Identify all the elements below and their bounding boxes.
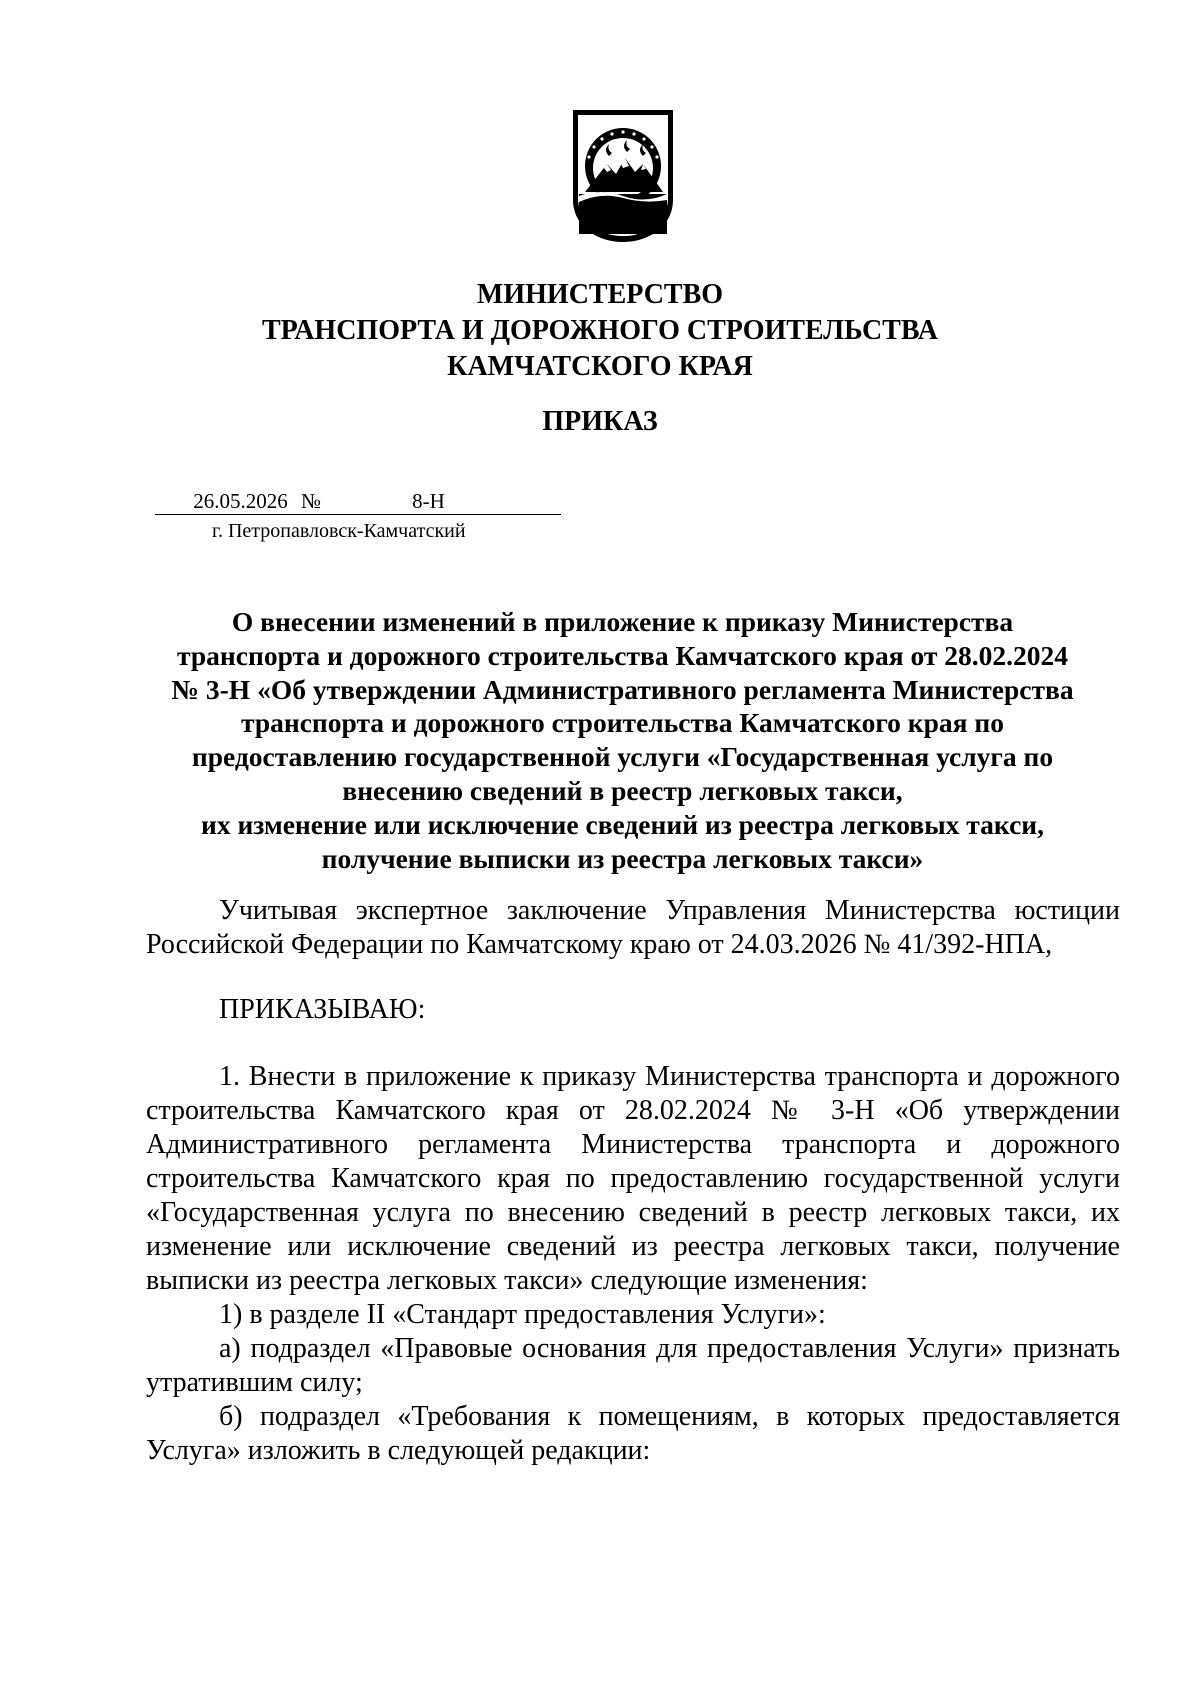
- title-line: внесению сведений в реестр легковых такси,: [342, 774, 903, 806]
- city-name: г. Петропавловск-Камчатский: [212, 520, 466, 542]
- number-sign-field: [296, 488, 326, 515]
- title-line: их изменение или исключение сведений из реестра легковых такси,: [200, 808, 1044, 840]
- document-number: 8-Н: [412, 489, 445, 513]
- organization-line-1: МИНИСТЕРСТВО: [476, 279, 724, 310]
- order-items: [146, 1060, 1120, 1468]
- title-line: транспорта и дорожного строительства Камчатского края от 28.02.2024: [177, 639, 1068, 671]
- document-type: ПРИКАЗ: [542, 406, 658, 437]
- item-1-1-paragraph: 1) в разделе II «Стандарт предоставления Услуги»:: [219, 1299, 826, 1330]
- date-number-line: [155, 488, 585, 516]
- title-line: получение выписки из реестра легковых такси»: [321, 842, 924, 874]
- title-line: № 3-Н «Об утверждении Административного регламента Министерства: [171, 673, 1074, 705]
- kamchatka-coat-of-arms-icon: [571, 108, 675, 244]
- basis-section: [146, 894, 1120, 962]
- number-sign: №: [300, 489, 322, 513]
- title-line: предоставлению государственной услуги «Государственная услуга по: [191, 741, 1054, 773]
- organization-line-3: КАМЧАТСКОГО КРАЯ: [447, 351, 753, 382]
- title-line: транспорта и дорожного строительства Камчатского края по: [240, 707, 1004, 739]
- document-title: [130, 605, 1115, 875]
- number-field: [326, 488, 561, 515]
- item-1-1-b-paragraph: б) подраздел «Требования к помещениям, в которых предоставляется Услуга» изложить в следующей редакции:: [146, 1401, 1120, 1466]
- document-date: 26.05.2026: [193, 489, 288, 513]
- order-word: ПРИКАЗЫВАЮ:: [219, 994, 426, 1025]
- basis-paragraph: Учитывая экспертное заключение Управления Министерства юстиции Российской Федерации по Камчатскому краю от 24.03.2026 № 41/392-НПА,: [146, 895, 1120, 960]
- organization-name: [0, 277, 1200, 385]
- item-1-1-a-paragraph: а) подраздел «Правовые основания для предоставления Услуги» признать утратившим силу;: [146, 1333, 1120, 1398]
- item-1-paragraph: 1. Внести в приложение к приказу Министерства транспорта и дорожного строительства Камчатского края от 28.02.2024 № 3-Н «Об утверждении Административного регламента Министерства транспорта и дорожного строительства Камчатского края по предоставлению государственной услуги «Государственная услуга по внесению сведений в реестр легковых такси, их изменение или исключение сведений из реестра легковых такси, получение выписки из реестра легковых такси» следующие изменения:: [146, 1061, 1120, 1296]
- date-field: [155, 488, 296, 515]
- title-line: О внесении изменений в приложение к приказу Министерства: [231, 606, 1014, 637]
- organization-line-2: ТРАНСПОРТА И ДОРОЖНОГО СТРОИТЕЛЬСТВА: [262, 315, 938, 346]
